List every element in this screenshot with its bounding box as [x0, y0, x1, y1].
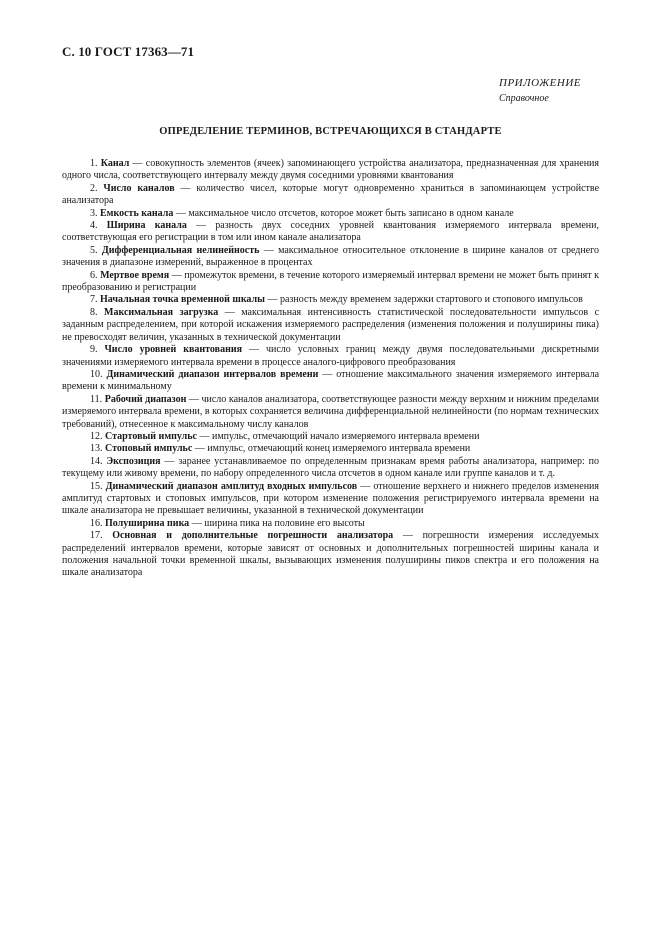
term-item: [62, 518, 599, 530]
term-name: Емкость канала: [100, 207, 174, 219]
term-number: 7.: [90, 294, 98, 306]
term-name: Ширина канала: [106, 220, 187, 232]
term-name: Стартовый импульс: [105, 430, 197, 442]
term-definition: — число каналов анализатора, соответствующее разности между верхним и нижним пределами измеряемого интервала времени, в которых сохраняется величина дифференциальной нелинейности (по нормам технических требований), отнесенное к максимальному числу каналов: [62, 393, 599, 430]
term-number: 9.: [90, 344, 98, 356]
term-definition: — совокупность элементов (ячеек) запоминающего устройства анализатора, предназначенная для хранения одного числа, соответствующего интервалу между двумя соседними уровнями квантования: [62, 158, 599, 182]
term-name: Стоповый импульс: [105, 443, 193, 455]
term-name: Канал: [100, 158, 130, 169]
term-name: Основная и дополнительные погрешности анализатора: [112, 530, 394, 542]
term-definition: — количество чисел, которые могут одновременно храниться в запоминающем устройстве анализатора: [62, 182, 600, 207]
term-definition: — погрешности измерения исследуемых распределений интервалов времени, которые зависят от основных и дополнительных погрешностей ширины канала и положения начальной точки временной шкалы, вызывающих изменения полуширины пиков спектра и его положения на шкале анализатора: [62, 530, 599, 579]
section-title: ОПРЕДЕЛЕНИЕ ТЕРМИНОВ, ВСТРЕЧАЮЩИХСЯ В СТАНДАРТЕ: [159, 126, 502, 137]
term-name: Рабочий диапазон: [104, 393, 187, 405]
term-definition: — число условных границ между двумя последовательными дискретными значениями измеряемого интервала времени в процессе аналого-цифрового преобразования: [62, 344, 599, 368]
term-item: [62, 344, 599, 369]
term-number: 2.: [90, 182, 98, 194]
term-definition: — заранее устанавливаемое по определенным признакам время работы анализатора, например: по текущему или живому времени, по набору определенного числа отсчетов в одном канале или группе каналов и т. д.: [62, 455, 600, 480]
term-item: [62, 208, 599, 220]
term-name: Полуширина пика: [105, 517, 190, 529]
appendix-title: ПРИЛОЖЕНИЕ: [499, 77, 581, 89]
term-number: 13.: [90, 443, 103, 455]
term-item: [62, 481, 599, 518]
term-number: 11.: [90, 393, 103, 405]
term-definition: — промежуток времени, в течение которого измеряемый интервал времени не может быть принят к преобразованию и регистрации: [62, 269, 600, 294]
term-definition: — отношение максимального значения измеряемого интервала времени к минимальному: [62, 368, 600, 393]
term-item: [62, 294, 599, 306]
term-definition: — ширина пика на половине его высоты: [189, 517, 365, 529]
term-name: Дифференциальная нелинейность: [101, 244, 260, 256]
term-name: Мертвое время: [100, 269, 170, 281]
terms-list: [62, 158, 599, 580]
term-number: 8.: [90, 306, 98, 318]
term-number: 5.: [90, 244, 98, 256]
term-number: 4.: [90, 220, 98, 232]
term-number: 3.: [90, 207, 98, 219]
term-name: Динамический диапазон интервалов времени: [106, 368, 319, 380]
term-item: [62, 394, 599, 431]
term-item: [62, 307, 599, 344]
term-item: [62, 183, 599, 208]
term-name: Динамический диапазон амплитуд входных импульсов: [105, 480, 358, 492]
term-number: 14.: [90, 455, 103, 467]
term-name: Число каналов: [103, 182, 175, 194]
term-item: [62, 431, 599, 443]
term-name: Число уровней квантования: [104, 344, 243, 356]
term-definition: — отношение верхнего и нижнего пределов изменения амплитуд стартовых и стоповых импульсов, при котором изменение положения регистрируемого интервала времени на шкале анализатора не превышает величины, указанной в технической документации: [62, 480, 600, 517]
term-number: 10.: [90, 368, 103, 380]
term-item: [62, 158, 599, 183]
term-number: 16.: [90, 517, 103, 529]
term-number: 17.: [90, 530, 103, 542]
term-item: [62, 456, 599, 481]
term-number: 15.: [90, 480, 103, 492]
term-number: 12.: [90, 430, 103, 442]
term-name: Максимальная загрузка: [104, 306, 219, 318]
term-name: Экспозиция: [106, 455, 161, 467]
term-name: Начальная точка временной шкалы: [100, 294, 265, 306]
appendix-subtitle: Справочное: [499, 93, 549, 104]
term-definition: — разность двух соседних уровней квантования измеряемого интервала времени, соответствующая его регистрации в том или ином канале анализатора: [62, 220, 599, 244]
term-definition: — разность между временем задержки стартового и стопового импульсов: [264, 294, 583, 306]
term-item: [62, 220, 599, 245]
term-definition: — максимальная интенсивность статистической последовательности импульсов с заданным распределением, при которой искажения измеряемого распределения (изменения положения и полуширины пика) не превосходят величин, указанных в технической документации: [62, 306, 600, 343]
term-definition: — импульс, отмечающий начало измеряемого интервала времени: [196, 430, 480, 442]
term-item: [62, 245, 599, 270]
term-number: 1.: [90, 158, 98, 169]
page-header: С. 10 ГОСТ 17363—71: [62, 44, 195, 59]
term-item: [62, 369, 599, 394]
appendix-label: [499, 76, 581, 106]
term-item: [62, 443, 599, 455]
term-item: [62, 270, 599, 295]
term-number: 6.: [90, 269, 98, 281]
term-definition: — максимальное относительное отклонение в ширине каналов от среднего значения в диапазоне измерений, выраженное в процентах: [62, 244, 599, 269]
term-item: [62, 530, 599, 580]
term-definition: — максимальное число отсчетов, которое может быть записано в одном канале: [173, 207, 514, 219]
term-definition: — импульс, отмечающий конец измеряемого интервала времени: [192, 443, 471, 455]
